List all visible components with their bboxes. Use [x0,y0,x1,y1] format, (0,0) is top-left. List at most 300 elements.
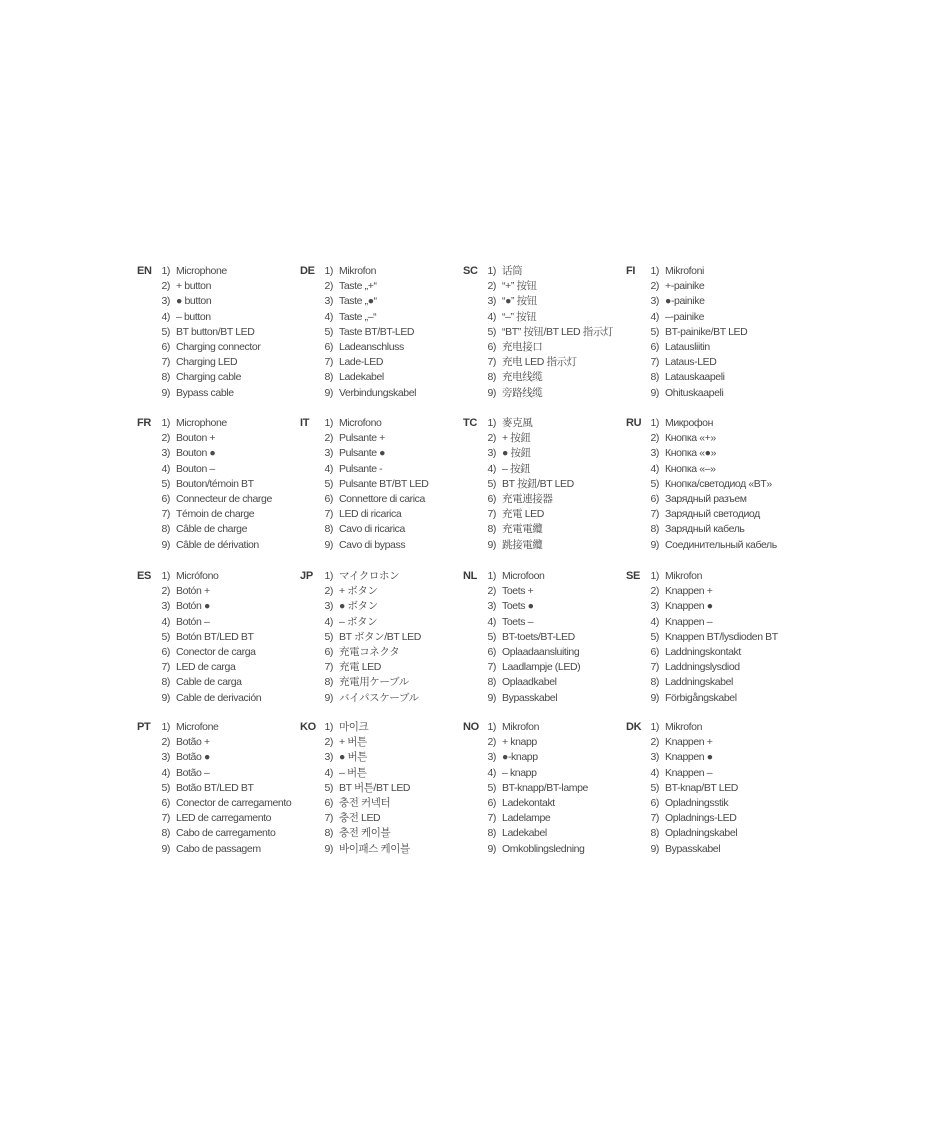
item-number: 3) [650,447,659,460]
language-code: EN [137,265,152,277]
item-number: 5) [324,477,333,490]
item-number: 2) [487,736,496,749]
item-number: 6) [161,492,170,505]
item-label: Botão ● [176,751,210,764]
item-number: 8) [324,371,333,384]
item-label: Conector de carga [176,645,256,658]
section-sc [463,264,623,404]
item-number: 5) [161,630,170,643]
item-number: 8) [161,676,170,689]
item-number: 1) [324,417,333,429]
item-label: Knappen BT/lysdioden BT [665,630,778,643]
item-number: 9) [650,386,659,399]
item-label: Cabo de carregamento [176,827,276,840]
item-number: 4) [487,462,496,475]
language-code: NL [463,570,478,582]
item-number: 2) [324,280,333,293]
item-number: 1) [487,721,496,733]
item-number: 4) [324,615,333,628]
item-label: Taste „+“ [339,280,377,293]
item-number: 8) [650,371,659,384]
item-label: Ladelampe [502,812,551,825]
item-number: 2) [324,585,333,598]
item-label: Charging cable [176,371,242,384]
item-label: Laddningslysdiod [665,661,740,674]
item-number: 2) [161,585,170,598]
item-label: Micrófono [176,570,219,582]
item-label: Cavo di bypass [339,538,406,551]
item-number: 9) [161,691,170,704]
section-es [137,569,297,709]
item-label: Knappen + [665,736,713,749]
item-number: 4) [650,462,659,475]
item-number: 4) [650,615,659,628]
item-number: 4) [161,462,170,475]
item-number: 6) [487,340,496,353]
item-number: 4) [487,615,496,628]
item-number: 8) [487,676,496,689]
item-number: 2) [650,585,659,598]
language-code: SE [626,570,641,582]
section-tc [463,416,623,556]
item-number: 9) [324,538,333,551]
item-number: 1) [161,265,170,277]
item-label: BT-toets/BT-LED [502,630,575,643]
item-number: 5) [650,477,659,490]
item-label: “BT” 按钮/BT LED 指示灯 [502,325,614,338]
item-number: 7) [161,508,170,521]
item-number: 6) [650,340,659,353]
item-label: Mikrofon [502,721,540,733]
item-label: ●-painike [665,295,705,308]
item-label: Microfone [176,721,219,733]
item-number: 1) [487,265,496,277]
item-number: 5) [487,630,496,643]
item-label: Cabo de passagem [176,842,261,855]
item-label: Opladnings-LED [665,812,737,825]
item-number: 5) [161,781,170,794]
item-number: 2) [650,736,659,749]
item-label: 마이크 [339,721,369,733]
item-label: Bouton – [176,462,215,475]
item-label: Pulsante ● [339,447,386,460]
item-label: + 버튼 [339,736,367,749]
item-number: 1) [487,417,496,429]
item-number: 9) [161,842,170,855]
item-label: Lade-LED [339,356,384,369]
item-number: 3) [161,751,170,764]
item-label: Laddningskontakt [665,645,741,658]
section-ru [626,416,786,556]
item-number: 7) [324,812,333,825]
item-number: 9) [324,386,333,399]
item-number: 5) [487,477,496,490]
item-label: Ladeanschluss [339,340,404,353]
item-label: Cable de derivación [176,691,262,704]
item-label: Förbigångskabel [665,691,737,704]
item-label: +-painike [665,280,705,293]
item-number: 1) [324,721,333,733]
item-label: Pulsante + [339,432,385,445]
item-number: 9) [324,842,333,855]
item-number: 6) [487,645,496,658]
item-number: 4) [161,310,170,323]
item-label: Charging connector [176,340,261,353]
item-number: 9) [650,538,659,551]
item-label: Oplaadaansluiting [502,645,580,658]
language-code: RU [626,417,642,429]
item-number: 4) [487,766,496,779]
item-label: 充電 LED [502,508,544,521]
item-label: Toets – [502,615,534,628]
language-code: FR [137,417,152,429]
section-pt [137,720,297,860]
item-label: BT-painike/BT LED [665,325,748,338]
item-number: 3) [324,600,333,613]
item-label: 麥克風 [502,417,533,429]
item-label: –-painike [665,310,705,323]
item-label: Knappen – [665,766,713,779]
item-number: 7) [161,356,170,369]
item-label: + knapp [502,736,537,749]
item-number: 1) [650,417,659,429]
item-number: 5) [650,630,659,643]
item-number: 2) [487,280,496,293]
item-number: 1) [161,417,170,429]
item-number: 8) [487,371,496,384]
item-number: 5) [487,781,496,794]
item-number: 9) [487,538,496,551]
item-number: 7) [487,508,496,521]
item-label: Lataus-LED [665,356,717,369]
item-number: 6) [650,492,659,505]
item-number: 3) [161,447,170,460]
item-number: 9) [650,842,659,855]
item-number: 5) [161,325,170,338]
item-number: 7) [324,661,333,674]
item-number: 5) [161,477,170,490]
item-label: + button [176,280,212,293]
item-label: Câble de dérivation [176,538,259,551]
item-label: Зарядный кабель [665,523,745,536]
item-label: Laadlampje (LED) [502,661,581,674]
item-label: Opladningskabel [665,827,738,840]
item-number: 2) [650,432,659,445]
item-number: 5) [324,781,333,794]
item-label: Câble de charge [176,523,248,536]
item-number: 4) [324,310,333,323]
language-code: NO [463,721,479,733]
item-label: Botão + [176,736,210,749]
item-label: – ボタン [339,615,378,628]
item-label: Knappen ● [665,751,713,764]
item-number: 9) [487,691,496,704]
item-number: 6) [650,796,659,809]
item-number: 6) [161,340,170,353]
item-label: Conector de carregamento [176,796,292,809]
item-label: Кнопка «●» [665,447,717,460]
item-label: ●-knapp [502,751,538,764]
item-label: 바이패스 케이블 [339,842,410,855]
section-it [300,416,460,556]
item-number: 4) [324,766,333,779]
item-number: 2) [161,432,170,445]
item-label: Кнопка «+» [665,432,716,445]
item-label: LED de carregamento [176,812,272,825]
item-label: Botão – [176,766,210,779]
item-number: 1) [161,721,170,733]
item-number: 7) [487,356,496,369]
item-number: 3) [487,447,496,460]
item-label: + 按鈕 [502,432,531,445]
item-number: 7) [650,356,659,369]
item-number: 1) [650,265,659,277]
item-label: Botón + [176,585,210,598]
item-number: 6) [650,645,659,658]
item-number: 2) [161,280,170,293]
language-code: TC [463,417,478,429]
section-jp [300,569,460,709]
item-label: Microphone [176,265,227,277]
item-number: 3) [324,447,333,460]
item-label: Toets + [502,585,534,598]
item-label: Botón – [176,615,210,628]
section-dk [626,720,786,860]
item-number: 8) [487,523,496,536]
item-label: BT ボタン/BT LED [339,630,421,643]
item-label: Mikrofon [339,265,377,277]
item-label: Knappen – [665,615,713,628]
item-number: 4) [324,462,333,475]
item-label: Toets ● [502,600,534,613]
item-label: Bypasskabel [502,691,558,704]
item-number: 2) [324,736,333,749]
item-label: “–” 按钮 [502,310,537,323]
item-label: 充电 LED 指示灯 [502,356,577,369]
item-number: 2) [487,585,496,598]
item-label: Botón ● [176,600,210,613]
item-label: 充電連接器 [502,492,553,505]
item-number: 8) [324,523,333,536]
item-label: Connettore di carica [339,492,425,505]
item-number: 3) [650,751,659,764]
language-code: FI [626,265,636,277]
item-label: Taste BT/BT-LED [339,325,415,338]
item-number: 8) [161,827,170,840]
item-label: Bouton + [176,432,216,445]
item-number: 6) [324,492,333,505]
item-number: 5) [487,325,496,338]
item-number: 6) [487,796,496,809]
item-label: Mikrofoni [665,265,704,277]
language-code: DE [300,265,315,277]
item-number: 6) [324,340,333,353]
item-label: 旁路线缆 [502,386,543,399]
item-number: 6) [161,645,170,658]
item-number: 1) [650,721,659,733]
item-label: マイクロホン [339,570,400,582]
item-label: 充电接口 [502,340,543,353]
item-number: 3) [650,600,659,613]
item-label: Микрофон [665,417,713,429]
item-label: Latauskaapeli [665,371,725,384]
item-number: 7) [650,508,659,521]
item-number: 8) [487,827,496,840]
item-label: ● button [176,295,212,308]
language-code: JP [300,570,313,582]
item-number: 2) [324,432,333,445]
item-number: 8) [324,827,333,840]
item-label: 充電コネクタ [339,645,400,658]
item-label: Bouton/témoin BT [176,477,254,490]
item-label: ● 按鈕 [502,447,531,460]
item-label: – 按鈕 [502,462,531,475]
item-number: 4) [487,310,496,323]
language-code: IT [300,417,310,429]
item-number: 3) [487,600,496,613]
item-number: 8) [161,523,170,536]
item-number: 7) [324,356,333,369]
item-label: Knappen + [665,585,713,598]
item-label: Кнопка/светодиод «BT» [665,477,772,490]
item-number: 6) [324,645,333,658]
language-code: PT [137,721,151,733]
item-label: Зарядный разъем [665,492,747,505]
item-number: 8) [650,523,659,536]
item-label: 充電電纜 [502,523,543,536]
item-number: 9) [161,538,170,551]
item-number: 8) [650,827,659,840]
item-label: Bouton ● [176,447,216,460]
item-number: 7) [161,661,170,674]
item-number: 7) [650,812,659,825]
item-label: BT 버튼/BT LED [339,781,411,794]
item-number: 2) [650,280,659,293]
item-label: Microphone [176,417,227,429]
item-number: 3) [487,295,496,308]
item-label: – 버튼 [339,766,367,779]
item-label: Taste „–“ [339,310,377,323]
item-label: 话筒 [502,265,523,277]
item-label: Opladningsstik [665,796,729,809]
item-label: Verbindungskabel [339,386,417,399]
item-number: 2) [487,432,496,445]
item-number: 9) [324,691,333,704]
item-number: 9) [161,386,170,399]
item-number: 3) [650,295,659,308]
item-label: – button [176,310,211,323]
section-fi [626,264,786,404]
item-number: 5) [650,781,659,794]
item-label: – knapp [502,766,537,779]
item-label: LED di ricarica [339,508,402,521]
item-label: Connecteur de charge [176,492,272,505]
item-label: 充電用ケーブル [339,676,409,689]
language-code: ES [137,570,152,582]
item-label: Omkoblingsledning [502,842,585,855]
item-label: Laddningskabel [665,676,733,689]
item-number: 1) [161,570,170,582]
item-number: 7) [487,812,496,825]
item-number: 6) [324,796,333,809]
item-label: Pulsante BT/BT LED [339,477,429,490]
item-label: Bypasskabel [665,842,721,855]
item-label: Ladekabel [339,371,384,384]
item-number: 6) [161,796,170,809]
item-number: 9) [650,691,659,704]
item-label: 충전 케이블 [339,827,391,840]
item-number: 5) [650,325,659,338]
item-number: 7) [487,661,496,674]
item-label: Oplaadkabel [502,676,557,689]
item-label: “●” 按钮 [502,295,537,308]
item-number: 4) [161,766,170,779]
item-label: Cavo di ricarica [339,523,405,536]
item-label: Ladekontakt [502,796,555,809]
item-number: 4) [161,615,170,628]
item-number: 1) [487,570,496,582]
item-label: Latausliitin [665,340,710,353]
item-number: 2) [161,736,170,749]
item-number: 7) [161,812,170,825]
item-number: 7) [324,508,333,521]
item-label: Taste „●“ [339,295,377,308]
item-number: 9) [487,386,496,399]
section-no [463,720,623,860]
item-label: BT-knap/BT LED [665,781,738,794]
item-label: Mikrofon [665,721,703,733]
item-number: 6) [487,492,496,505]
item-label: ● ボタン [339,600,378,613]
item-label: Pulsante - [339,462,383,475]
item-label: 충전 커넥터 [339,796,391,809]
item-label: Mikrofon [665,570,703,582]
item-label: BT 按鈕/BT LED [502,477,574,490]
item-label: Кнопка «–» [665,462,716,475]
item-label: Knappen ● [665,600,713,613]
item-label: Ladekabel [502,827,547,840]
item-label: Ohituskaapeli [665,386,724,399]
language-code: DK [626,721,642,733]
item-number: 5) [324,325,333,338]
item-number: 8) [650,676,659,689]
item-label: Зарядный светодиод [665,508,760,521]
item-number: 3) [324,295,333,308]
language-code: KO [300,721,316,733]
item-label: 跳接電纜 [502,538,543,551]
item-number: 3) [161,295,170,308]
item-label: 충전 LED [339,812,381,825]
item-number: 1) [324,570,333,582]
item-label: Témoin de charge [176,508,255,521]
item-label: BT button/BT LED [176,325,255,338]
section-nl [463,569,623,709]
item-number: 5) [324,630,333,643]
item-label: BT-knapp/BT-lampe [502,781,588,794]
item-number: 4) [650,310,659,323]
item-label: Соединительный кабель [665,538,777,551]
item-label: ● 버튼 [339,751,367,764]
item-number: 8) [324,676,333,689]
item-label: Botón BT/LED BT [176,630,254,643]
item-label: 充电线缆 [502,371,543,384]
item-number: 1) [324,265,333,277]
item-number: 3) [161,600,170,613]
section-en [137,264,297,404]
item-label: Bypass cable [176,386,234,399]
item-label: Cable de carga [176,676,242,689]
item-number: 1) [650,570,659,582]
